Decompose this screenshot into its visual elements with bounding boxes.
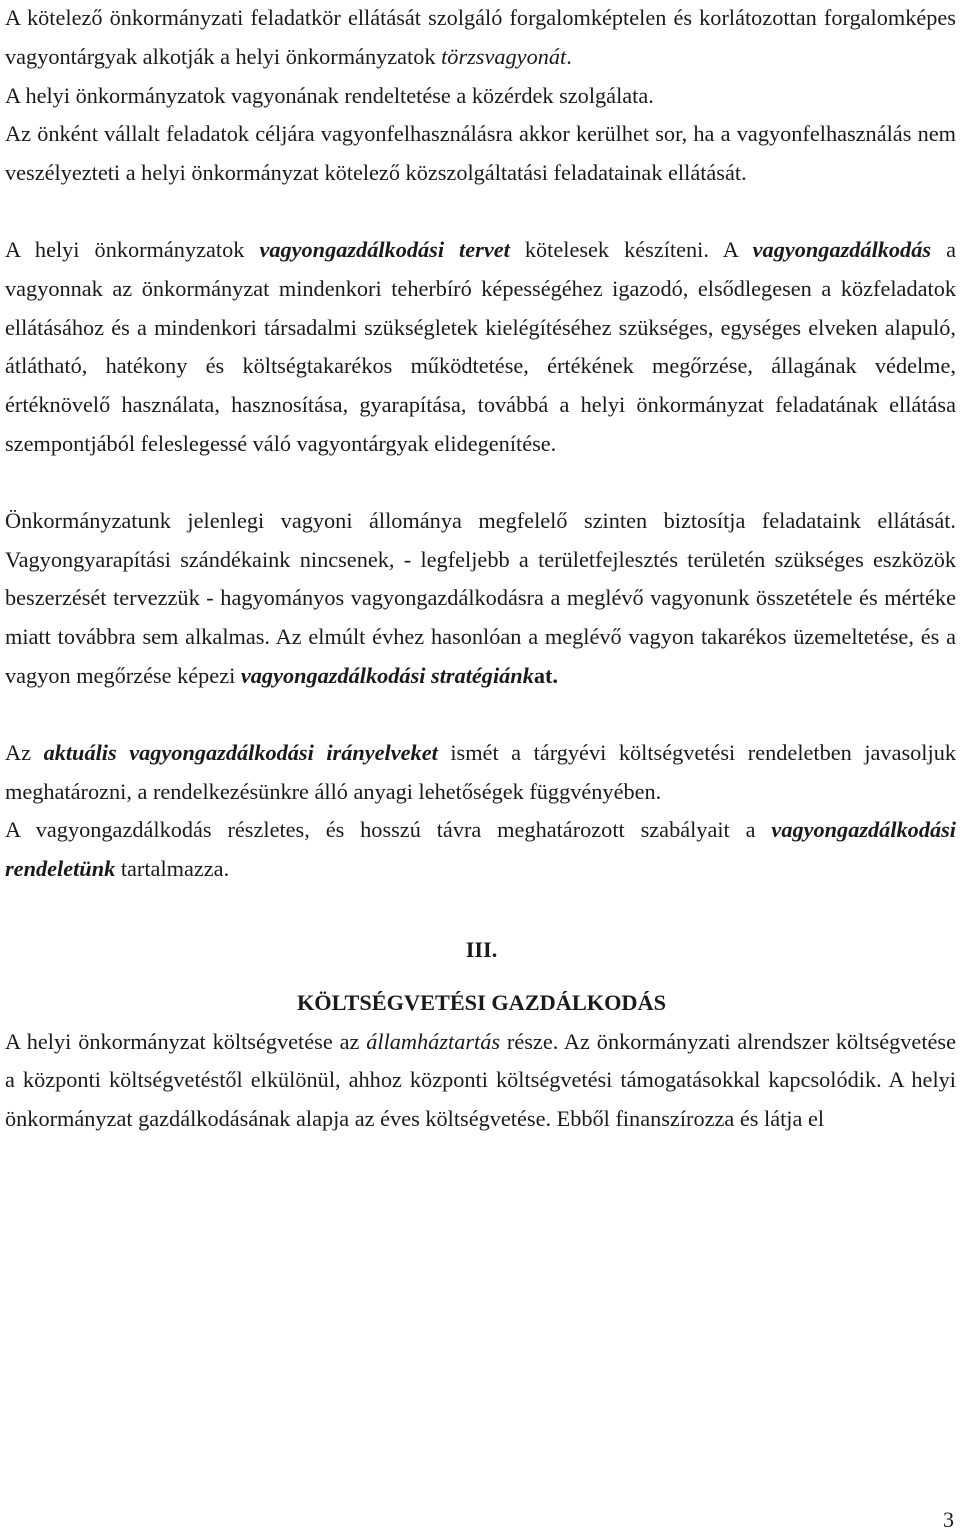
emphasis-vagyongazdalkodasi-terv: vagyongazdálkodási tervet bbox=[259, 236, 510, 262]
paragraph-rendeltetes: A helyi önkormányzatok vagyonának rendeltetése a közérdek szolgálata. bbox=[5, 82, 654, 108]
emphasis-torzsvagyon: törzsvagyonát bbox=[441, 43, 567, 69]
paragraph-iranyelvek: Az aktuális vagyongazdálkodási irányelveket ismét a tárgyévi költségvetési rendeletben javasoljuk meghatározni, a rendelkezésünkre álló anyagi lehetőségek függvényében. bbox=[5, 739, 956, 804]
paragraph-torzsvagyon: A kötelező önkormányzati feladatkör ellátását szolgáló forgalomképtelen és korlátozottan forgalomképes vagyontárgyak alkotják a helyi önkormányzatok törzsvagyonát. bbox=[5, 5, 956, 69]
paragraph-vagyongazdalkodasi-terv: A helyi önkormányzatok vagyongazdálkodási tervet kötelesek készíteni. A vagyongazdálkodás a vagyonnak az önkormányzat mindenkori teherbíró képességéhez igazodó, elsődlegesen a közfeladatok ellátásához és a mindenkori társadalmi szükségletek kielégítéséhez szükséges, egységes elveken alapuló, átlátható, hatékony és költségtakarékos működtetése, értékének megőrzése, állagának védelme, értéknövelő használata, hasznosítása, gyarapítása, továbbá a helyi önkormányzat feladatának ellátása szempontjából feleslegessé váló vagyontárgyak elidegenítése. bbox=[5, 236, 956, 456]
page-number: 3 bbox=[943, 1507, 954, 1532]
emphasis-rendelet: vagyongazdálkodási rendeletünk bbox=[5, 817, 956, 882]
section-number: III. bbox=[465, 936, 498, 962]
document-page bbox=[5, 0, 956, 1139]
emphasis-vagyongazdalkodas: vagyongazdálkodás bbox=[752, 236, 932, 262]
paragraph-onkent-vallalt: Az önként vállalt feladatok céljára vagyonfelhasználásra akkor kerülhet sor, ha a vagyonfelhasználás nem veszélyezteti a helyi önkormányzat kötelező közszolgáltatási feladatainak ellátását. bbox=[5, 121, 956, 186]
emphasis-iranyelvek: aktuális vagyongazdálkodási irányelveket bbox=[43, 739, 438, 765]
paragraph-vagyoni-allomany: Önkormányzatunk jelenlegi vagyoni állománya megfelelő szinten biztosítja feladataink ellátását. Vagyongyarapítási szándékaink nincsenek, - legfeljebb a területfejlesztés területén szükséges eszközök beszerzését tervezzük - hagyományos vagyongazdálkodásra a meglévő vagyonunk összetétele és mértéke miatt továbbra sem alkalmas. Az elmúlt évhez hasonlóan a meglévő vagyon takarékos üzemeltetése, és a vagyon megőrzése képezi vagyongazdálkodási stratégiánkat. bbox=[5, 507, 956, 688]
section-title: KÖLTSÉGVETÉSI GAZDÁLKODÁS bbox=[296, 989, 667, 1015]
paragraph-allamhaztartas: A helyi önkormányzat költségvetése az államháztartás része. Az önkormányzati alrendszer költségvetése a központi költségvetéstől elkülönül, ahhoz központi költségvetési támogatásokkal kapcsolódik. A helyi önkormányzat gazdálkodásának alapja az éves költségvetése. Ebből finanszírozza és látja el bbox=[5, 1028, 956, 1132]
emphasis-strategia: vagyongazdálkodási stratégiánk bbox=[240, 662, 534, 688]
paragraph-rendelet: A vagyongazdálkodás részletes, és hosszú távra meghatározott szabályait a vagyongazdálkodási rendeletünk tartalmazza. bbox=[5, 817, 956, 882]
emphasis-allamhaztartas: államháztartás bbox=[366, 1028, 501, 1054]
